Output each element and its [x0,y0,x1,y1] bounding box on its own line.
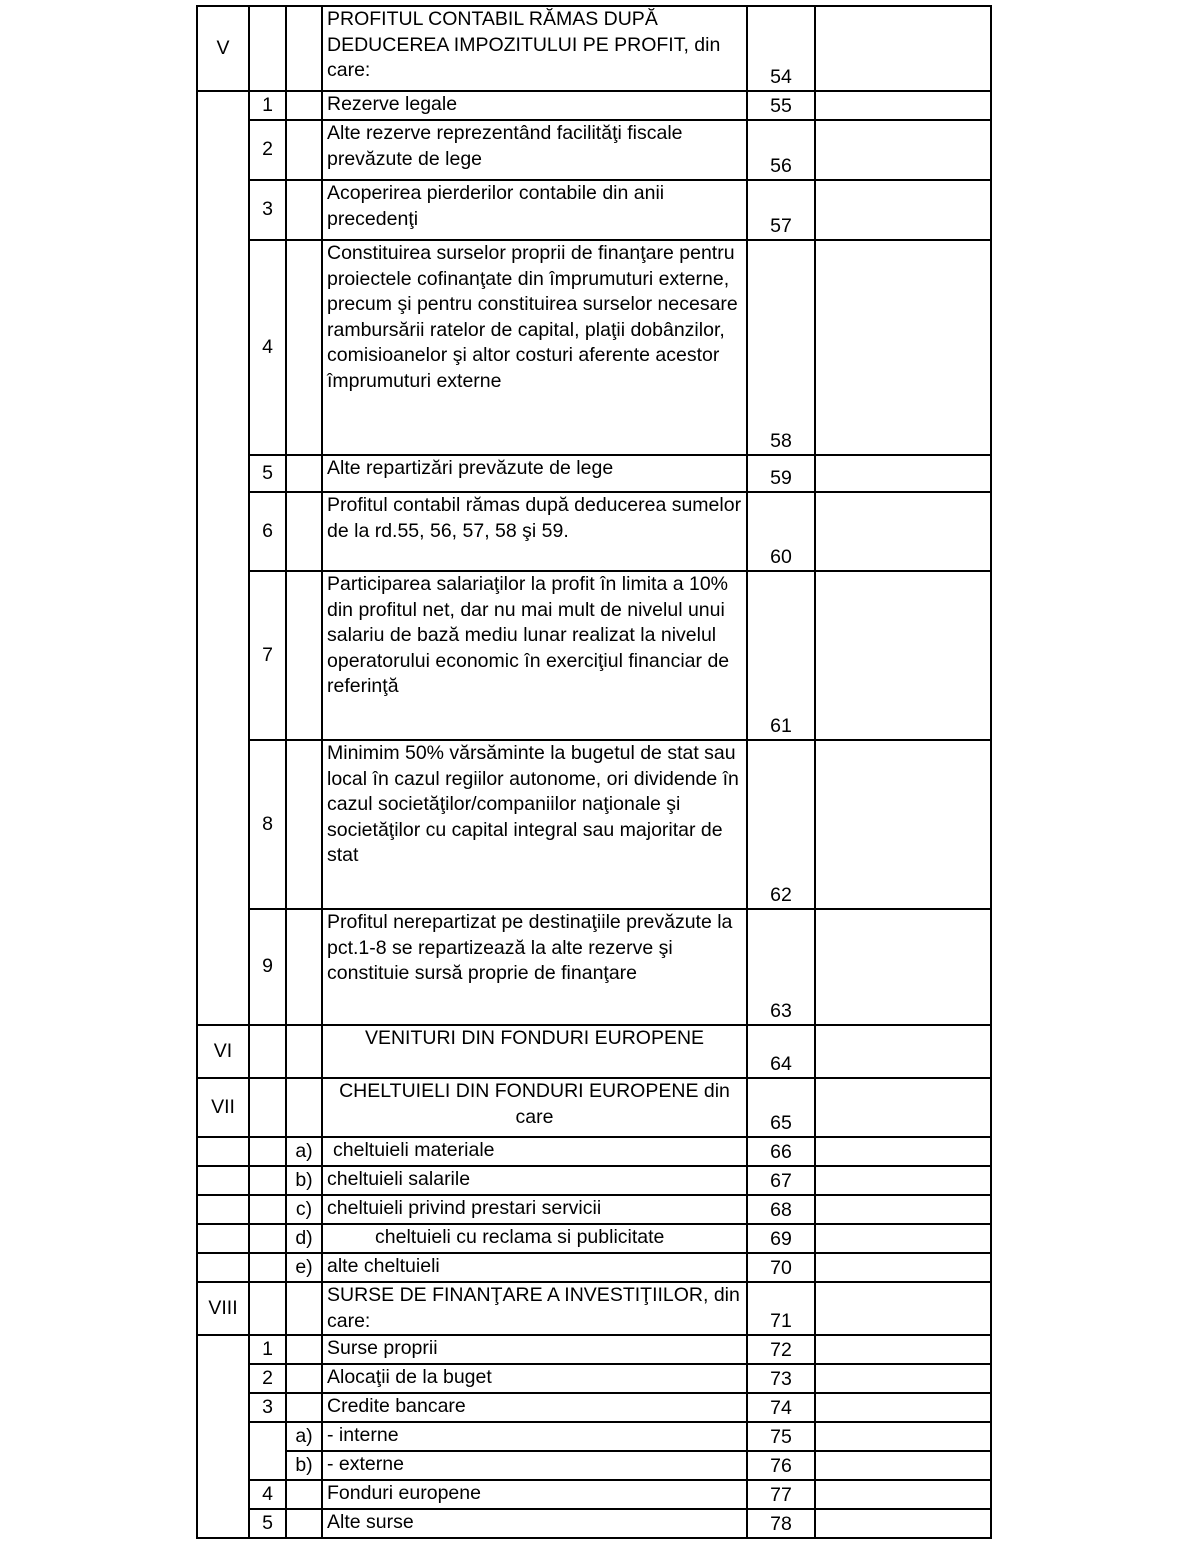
row-number-cell: 65 [747,1078,815,1137]
item-letter-cell [286,1364,322,1393]
value-cell[interactable] [815,1393,991,1422]
description-cell [322,1480,747,1509]
description-text: cheltuieli salarile [327,1168,471,1190]
description-text: cheltuieli materiale [333,1139,495,1161]
description-text: Constituirea surselor proprii de finanţare pentru proiectele cofinanţate din împrumuturi externe, precum şi pentru constituirea surselor necesare rambursării ratelor de capital, plaţii dobânzilor, comisioanelor şi altor costuri aferente acestor împrumuturi externe [327,242,738,392]
description-cell [322,1451,747,1480]
description-text: Alte rezerve reprezentând facilităţi fiscale prevăzute de lege [327,122,683,170]
item-number-cell: 5 [249,455,286,492]
value-cell[interactable] [815,1480,991,1509]
item-letter-cell [286,6,322,91]
item-number-cell [249,1166,286,1195]
table-row [197,240,991,455]
row-number-cell: 68 [747,1195,815,1224]
description-text: Profitul nerepartizat pe destinaţiile prevăzute la pct.1-8 se repartizează la alte rezerve şi constituie sursă proprie de finanţare [327,911,733,984]
item-letter-cell: b) [286,1451,322,1480]
item-letter-cell [286,91,322,120]
description-cell [322,492,747,571]
table-row [197,1166,991,1195]
item-letter-cell [286,120,322,180]
row-number-cell: 76 [747,1451,815,1480]
description-cell [322,91,747,120]
item-letter-cell [286,1480,322,1509]
item-number-cell: 3 [249,1393,286,1422]
roman-numeral-cell: VI [197,1025,249,1078]
item-letter-cell: d) [286,1224,322,1253]
item-letter-cell [286,1509,322,1538]
item-letter-cell [286,240,322,455]
table-row [197,1422,991,1451]
table-row [197,1364,991,1393]
item-letter-cell [286,740,322,909]
description-text: - externe [327,1453,404,1475]
value-cell[interactable] [815,492,991,571]
description-cell [322,1364,747,1393]
value-cell[interactable] [815,240,991,455]
table-row [197,740,991,909]
item-letter-cell [286,492,322,571]
row-number-cell: 64 [747,1025,815,1078]
row-number-cell: 58 [747,240,815,455]
item-number-cell [249,1137,286,1166]
roman-numeral-cell: VII [197,1078,249,1137]
description-cell [322,1078,747,1137]
description-cell [322,740,747,909]
item-number-cell: 3 [249,180,286,240]
item-number-cell [249,1422,286,1480]
table-row [197,455,991,492]
description-cell [322,1393,747,1422]
description-cell [322,1195,747,1224]
item-letter-cell [286,1335,322,1364]
item-letter-cell [286,180,322,240]
row-number-cell: 56 [747,120,815,180]
item-number-cell [249,1224,286,1253]
item-letter-cell [286,1282,322,1335]
table-row [197,492,991,571]
item-number-cell: 6 [249,492,286,571]
description-cell [322,455,747,492]
row-number-cell: 66 [747,1137,815,1166]
budget-table [196,5,992,1539]
item-letter-cell: a) [286,1422,322,1451]
description-cell [322,1509,747,1538]
row-number-cell: 71 [747,1282,815,1335]
row-number-cell: 67 [747,1166,815,1195]
value-cell[interactable] [815,571,991,740]
description-text: Rezerve legale [327,93,458,115]
row-number-cell: 75 [747,1422,815,1451]
item-letter-cell: c) [286,1195,322,1224]
row-number-cell: 54 [747,6,815,91]
item-number-cell: 9 [249,909,286,1025]
item-letter-cell [286,1078,322,1137]
description-cell [322,240,747,455]
value-cell[interactable] [815,1253,991,1282]
value-cell[interactable] [815,1025,991,1078]
item-number-cell: 8 [249,740,286,909]
roman-numeral-cell [197,1195,249,1224]
value-cell[interactable] [815,740,991,909]
value-cell[interactable] [815,1335,991,1364]
row-number-cell: 62 [747,740,815,909]
value-cell[interactable] [815,6,991,91]
item-number-cell [249,1078,286,1137]
description-cell [322,180,747,240]
description-text: Profitul contabil rămas după deducerea sumelor de la rd.55, 56, 57, 58 şi 59. [327,494,742,542]
value-cell[interactable] [815,1509,991,1538]
table-row [197,1451,991,1480]
table-row [197,1195,991,1224]
table-row [197,6,991,91]
roman-numeral-cell [197,1224,249,1253]
table-row [197,1025,991,1078]
value-cell[interactable] [815,1166,991,1195]
value-cell[interactable] [815,120,991,180]
description-text: Minimim 50% vărsăminte la bugetul de stat sau local în cazul regiilor autonome, ori dividende în cazul societăţilor/companiilor naţionale şi societăţilor cu capital integral sau majoritar de stat [327,742,739,866]
description-text: Alte surse [327,1511,414,1533]
roman-numeral-cell [197,91,249,1025]
value-cell[interactable] [815,455,991,492]
row-number-cell: 63 [747,909,815,1025]
row-number-cell: 60 [747,492,815,571]
description-text: SURSE DE FINANŢARE A INVESTIŢIILOR, din care: [327,1284,740,1332]
value-cell[interactable] [815,1195,991,1224]
roman-numeral-cell [197,1253,249,1282]
table-row [197,1335,991,1364]
description-cell [322,1282,747,1335]
description-text: CHELTUIELI DIN FONDURI EUROPENE din care [339,1080,730,1128]
roman-numeral-cell: V [197,6,249,91]
table-row [197,909,991,1025]
table-row [197,1509,991,1538]
row-number-cell: 77 [747,1480,815,1509]
row-number-cell: 57 [747,180,815,240]
description-text: Fonduri europene [327,1482,481,1504]
item-number-cell: 5 [249,1509,286,1538]
description-cell [322,6,747,91]
table-row [197,1253,991,1282]
description-cell [322,1253,747,1282]
description-text: PROFITUL CONTABIL RĂMAS DUPĂ DEDUCEREA IMPOZITULUI PE PROFIT, din care: [327,8,721,81]
roman-numeral-cell: VIII [197,1282,249,1335]
table-row [197,571,991,740]
table-row [197,1224,991,1253]
table-row [197,1282,991,1335]
item-letter-cell [286,1393,322,1422]
item-number-cell: 4 [249,240,286,455]
description-cell [322,571,747,740]
description-cell [322,120,747,180]
description-text: VENITURI DIN FONDURI EUROPENE [364,1027,705,1049]
roman-numeral-cell [197,1335,249,1538]
item-number-cell: 2 [249,120,286,180]
table-row [197,1393,991,1422]
item-letter-cell: a) [286,1137,322,1166]
description-text: alte cheltuieli [327,1255,440,1277]
item-number-cell [249,1025,286,1078]
table-row [197,1480,991,1509]
item-letter-cell [286,1025,322,1078]
description-cell [322,1166,747,1195]
description-cell [322,909,747,1025]
item-letter-cell: e) [286,1253,322,1282]
description-text: Surse proprii [327,1337,438,1359]
row-number-cell: 55 [747,91,815,120]
table-row [197,91,991,120]
item-number-cell [249,6,286,91]
description-cell [322,1137,747,1166]
table-row [197,1137,991,1166]
value-cell[interactable] [815,91,991,120]
value-cell[interactable] [815,180,991,240]
item-number-cell: 1 [249,91,286,120]
item-number-cell: 7 [249,571,286,740]
value-cell[interactable] [815,1364,991,1393]
value-cell[interactable] [815,909,991,1025]
value-cell[interactable] [815,1224,991,1253]
roman-numeral-cell [197,1137,249,1166]
description-text: Alocaţii de la buget [327,1366,492,1388]
item-number-cell: 2 [249,1364,286,1393]
description-cell [322,1025,747,1078]
description-text: Acoperirea pierderilor contabile din anii precedenţi [327,182,665,230]
item-number-cell [249,1282,286,1335]
row-number-cell: 74 [747,1393,815,1422]
description-cell [322,1422,747,1451]
row-number-cell: 61 [747,571,815,740]
table-row [197,120,991,180]
description-text: cheltuieli cu reclama si publicitate [375,1226,665,1248]
item-number-cell: 1 [249,1335,286,1364]
table-row [197,1078,991,1137]
item-letter-cell [286,455,322,492]
description-text: Participarea salariaţilor la profit în limita a 10% din profitul net, dar nu mai mult de nivelul unui salariu de bază mediu lunar realizat la nivelul operatorului economic în exerciţiul financiar de referinţă [327,573,730,697]
value-cell[interactable] [815,1137,991,1166]
item-number-cell: 4 [249,1480,286,1509]
value-cell[interactable] [815,1078,991,1137]
item-letter-cell [286,909,322,1025]
description-cell [322,1224,747,1253]
value-cell[interactable] [815,1282,991,1335]
table-row [197,180,991,240]
value-cell[interactable] [815,1422,991,1451]
item-number-cell [249,1195,286,1224]
description-cell [322,1335,747,1364]
description-text: - interne [327,1424,399,1446]
row-number-cell: 70 [747,1253,815,1282]
description-text: Alte repartizări prevăzute de lege [327,457,614,479]
item-letter-cell [286,571,322,740]
item-number-cell [249,1253,286,1282]
row-number-cell: 59 [747,455,815,492]
roman-numeral-cell [197,1166,249,1195]
item-letter-cell: b) [286,1166,322,1195]
row-number-cell: 72 [747,1335,815,1364]
row-number-cell: 78 [747,1509,815,1538]
row-number-cell: 69 [747,1224,815,1253]
description-text: cheltuieli privind prestari servicii [327,1197,602,1219]
value-cell[interactable] [815,1451,991,1480]
row-number-cell: 73 [747,1364,815,1393]
description-text: Credite bancare [327,1395,466,1417]
